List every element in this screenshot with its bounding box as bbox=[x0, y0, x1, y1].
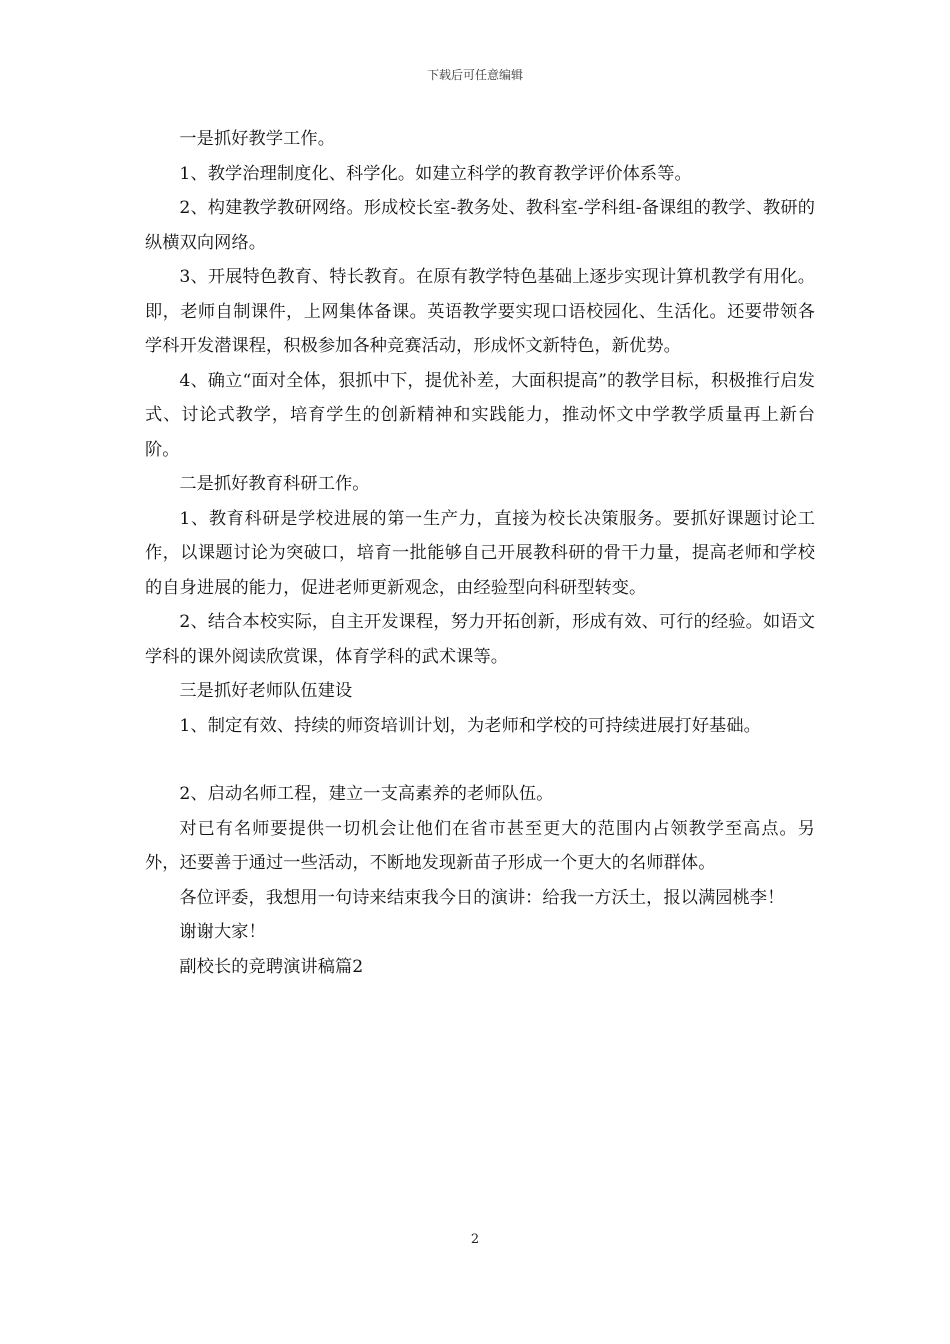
paragraph-teaching-2: 2、构建教学教研网络。形成校长室-教务处、教科室-学科组-备课组的教学、教研的纵横双向网络。 bbox=[145, 198, 815, 253]
paragraph-next-title: 副校长的竞聘演讲稿篇2 bbox=[179, 956, 364, 977]
paragraph-closing-poem: 各位评委，我想用一句诗来结束我今日的演讲：给我一方沃土，报以满园桃李！ bbox=[179, 887, 785, 908]
paragraph-section-two-heading: 二是抓好教育科研工作。 bbox=[179, 474, 370, 494]
download-note: 下载后可任意编辑 bbox=[426, 68, 523, 82]
document-body bbox=[145, 122, 815, 984]
paragraph-section-three-heading: 三是抓好老师队伍建设 bbox=[179, 681, 353, 701]
paragraph-research-1: 1、教育科研是学校进展的第一生产力，直接为校长决策服务。要抓好课题讨论工作，以课题讨论为突破口，培育一批能够自己开展教科研的骨干力量，提高老师和学校的自身进展的能力，促进老师更新观念，由经验型向科研型转变。 bbox=[145, 508, 815, 598]
paragraph-research-2: 2、结合本校实际，自主开发课程，努力开拓创新，形成有效、可行的经验。如语文学科的课外阅读欣赏课，体育学科的武术课等。 bbox=[145, 612, 815, 667]
paragraph-section-one-heading: 一是抓好教学工作。 bbox=[179, 129, 335, 149]
page-number: 2 bbox=[470, 1232, 480, 1247]
paragraph-staff-1: 1、制定有效、持续的师资培训计划，为老师和学校的可持续进展打好基础。 bbox=[179, 715, 761, 736]
paragraph-teaching-4: 4、确立“面对全体，狠抓中下，提优补差，大面积提高”的教学目标，积极推行启发式、讨论式教学，培育学生的创新精神和实践能力，推动怀文中学教学质量再上新台阶。 bbox=[145, 370, 815, 460]
paragraph-thanks: 谢谢大家！ bbox=[179, 922, 266, 942]
paragraph-famous-teachers: 对已有名师要提供一切机会让他们在省市甚至更大的范围内占领教学至高点。另外，还要善于通过一些活动，不断地发现新苗子形成一个更大的名师群体。 bbox=[145, 818, 815, 873]
paragraph-teaching-3: 3、开展特色教育、特长教育。在原有教学特色基础上逐步实现计算机教学有用化。即，老师自制课件，上网集体备课。英语教学要实现口语校园化、生活化。还要带领各学科开发潜课程，积极参加各种竞赛活动，形成怀文新特色，新优势。 bbox=[145, 267, 815, 356]
paragraph-staff-2: 2、启动名师工程，建立一支高素养的老师队伍。 bbox=[179, 784, 554, 804]
paragraph-teaching-1: 1、教学治理制度化、科学化。如建立科学的教育教学评价体系等。 bbox=[179, 163, 692, 184]
